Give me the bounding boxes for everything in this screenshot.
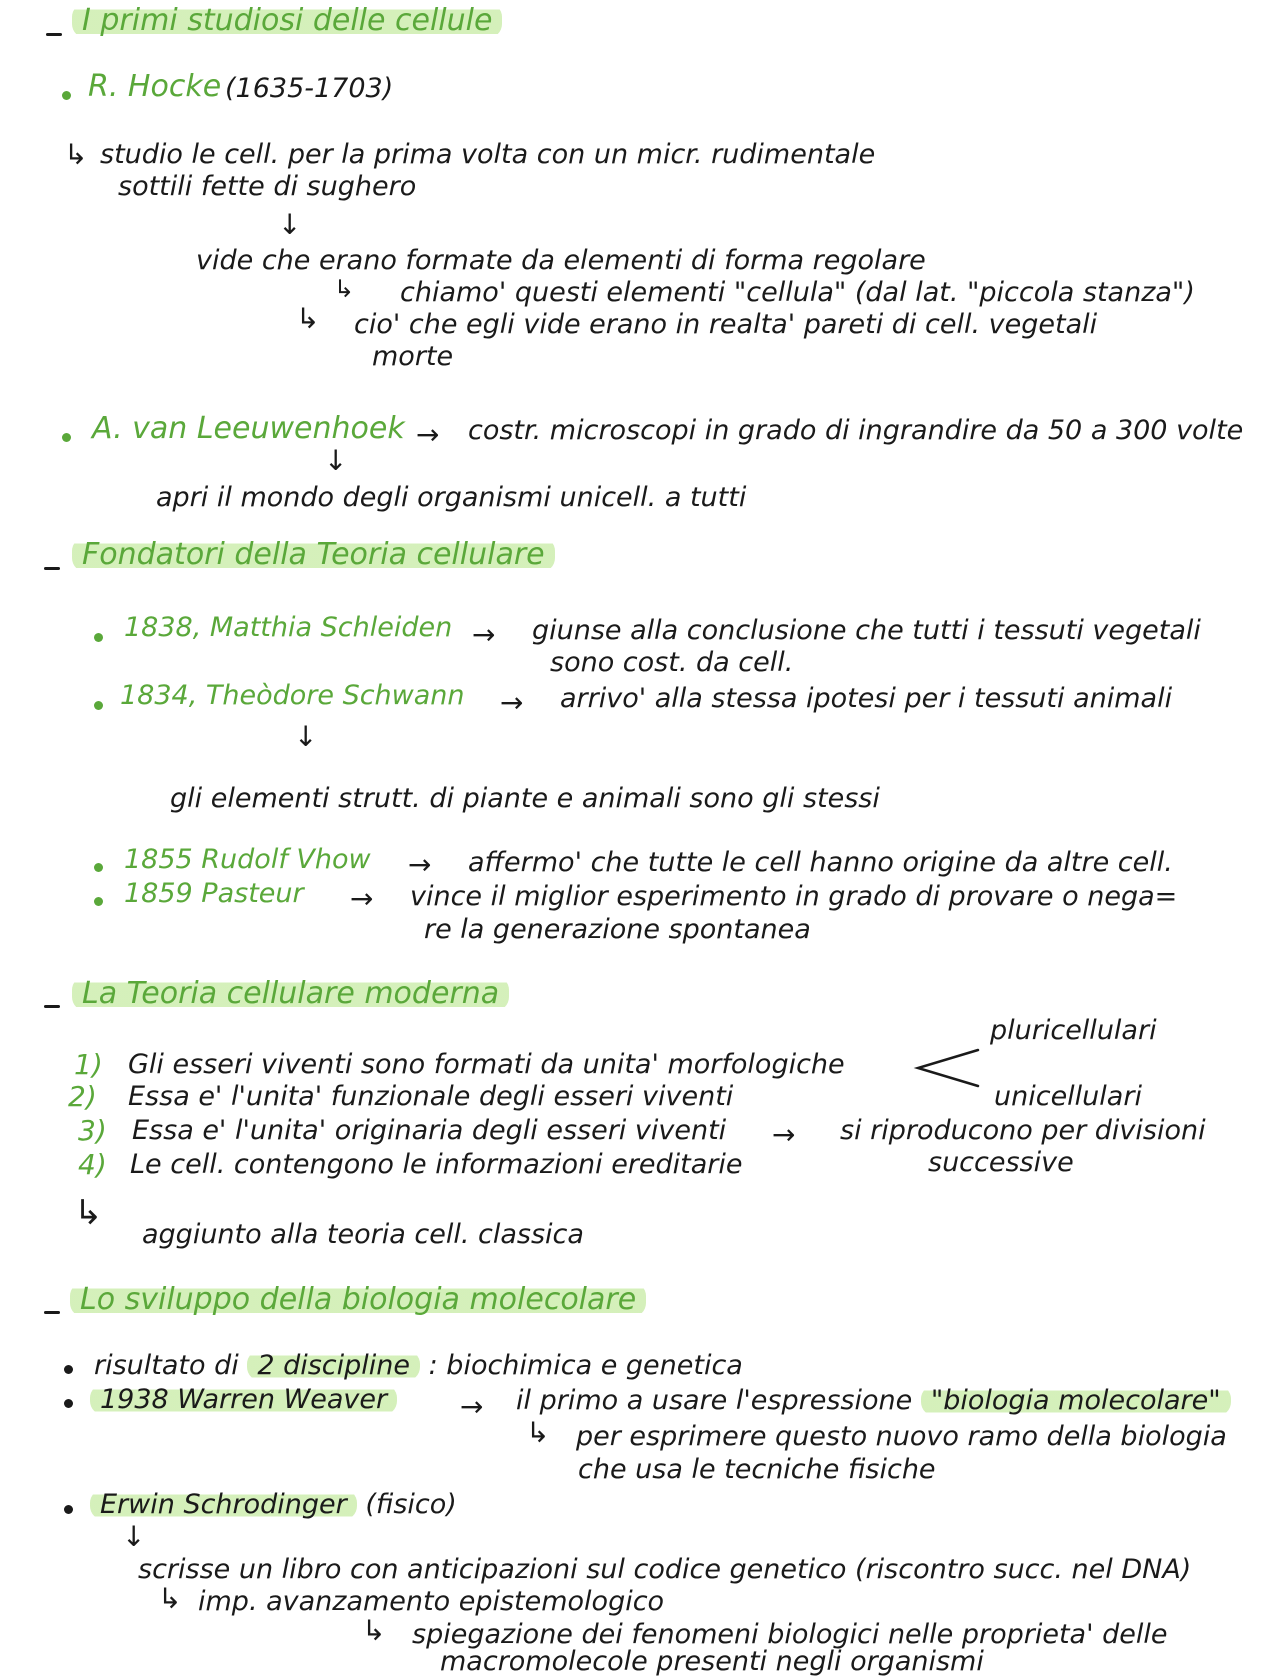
- schrodinger-line-2: imp. avanzamento epistemologico: [198, 1586, 665, 1617]
- leeuwenhoek-line-1: costr. microscopi in grado di ingrandire da 50 a 300 volte: [468, 415, 1244, 446]
- theory-item-3: Essa e' l'unita' originaria degli esseri viventi: [132, 1115, 727, 1146]
- bullet-dot: [94, 701, 103, 710]
- hook-arrow-icon: ↳: [362, 1614, 386, 1647]
- theory-item-number: 4): [78, 1148, 107, 1181]
- section-dash: [44, 567, 60, 570]
- section-dash: [44, 1005, 60, 1008]
- pasteur-name: 1859 Pasteur: [124, 878, 304, 909]
- right-arrow-icon: →: [460, 1390, 484, 1423]
- bullet-dot: [64, 1365, 73, 1374]
- theory-item-1: Gli esseri viventi sono formati da unita' morfologiche: [128, 1049, 845, 1080]
- bullet-dot: [62, 433, 71, 442]
- right-arrow-icon: →: [472, 618, 496, 651]
- right-arrow-icon: →: [500, 686, 524, 719]
- theory-item-2: Essa e' l'unita' funzionale degli esseri viventi: [128, 1081, 734, 1112]
- hooke-line-6: morte: [372, 341, 454, 372]
- bullet-dot: [94, 863, 103, 872]
- bullet-dot: [64, 1399, 73, 1408]
- virchow-name: 1855 Rudolf Vhow: [124, 844, 371, 875]
- branch-pluricellulari: pluricellulari: [990, 1015, 1157, 1046]
- pasteur-line-1: vince il miglior esperimento in grado di provare o nega=: [410, 881, 1178, 912]
- down-arrow-icon: ↓: [122, 1520, 146, 1553]
- section-title-fondatori: Fondatori della Teoria cellulare: [72, 538, 555, 572]
- schleiden-line-2: sono cost. da cell.: [550, 647, 794, 678]
- hooke-name: R. Hocke: [88, 69, 222, 104]
- schleiden-line-1: giunse alla conclusione che tutti i tessuti vegetali: [532, 615, 1201, 646]
- theory-added-note: aggiunto alla teoria cell. classica: [142, 1219, 584, 1250]
- hook-arrow-icon: ↳: [334, 275, 355, 303]
- theory-item-4: Le cell. contengono le informazioni ereditarie: [130, 1149, 743, 1180]
- schrodinger-line-1: scrisse un libro con anticipazioni sul codice genetico (riscontro succ. nel DNA): [138, 1554, 1192, 1585]
- hooke-line-2: sottili fette di sughero: [118, 171, 417, 202]
- right-arrow-icon: →: [772, 1118, 796, 1151]
- theory-item-number: 3): [78, 1114, 107, 1147]
- hooke-dates: (1635-1703): [225, 73, 394, 104]
- weaver-line-3: che usa le tecniche fisiche: [578, 1454, 936, 1485]
- bullet-dot: [62, 91, 71, 100]
- section-title-teoria-moderna: La Teoria cellulare moderna: [72, 977, 509, 1011]
- hook-arrow-icon: ↳: [74, 1193, 103, 1233]
- branch-fork-icon: [912, 1046, 982, 1090]
- right-arrow-icon: →: [408, 848, 432, 881]
- pasteur-line-2: re la generazione spontanea: [424, 914, 811, 945]
- hooke-line-4: chiamo' questi elementi "cellula" (dal lat. "piccola stanza"): [400, 277, 1195, 308]
- virchow-line-1: affermo' che tutte le cell hanno origine da altre cell.: [468, 847, 1173, 878]
- schrodinger-line-4: macromolecole presenti negli organismi: [440, 1646, 984, 1677]
- biomol-bullet-1: risultato di 2 discipline : biochimica e genetica: [94, 1350, 743, 1381]
- hook-arrow-icon: ↳: [296, 302, 320, 335]
- bullet-dot: [94, 897, 103, 906]
- down-arrow-icon: ↓: [278, 208, 302, 241]
- down-arrow-icon: ↓: [324, 444, 348, 477]
- theory-item-number: 1): [74, 1048, 103, 1081]
- schrodinger-line-3: spiegazione dei fenomeni biologici nelle proprieta' delle: [412, 1619, 1168, 1650]
- theory-item-3-note: si riproducono per divisioni: [840, 1115, 1206, 1146]
- schrodinger-name: Erwin Schrodinger (fisico): [90, 1488, 457, 1522]
- hook-arrow-icon: ↳: [526, 1416, 550, 1449]
- theory-item-3-note-2: successive: [928, 1147, 1074, 1178]
- hooke-line-1: studio le cell. per la prima volta con un micr. rudimentale: [100, 139, 876, 170]
- leeuwenhoek-name: A. van Leeuwenhoek: [92, 411, 405, 446]
- schwann-line-1: arrivo' alla stessa ipotesi per i tessuti animali: [560, 683, 1173, 714]
- hook-arrow-icon: ↳: [158, 1582, 182, 1615]
- hooke-line-5: cio' che egli vide erano in realta' pareti di cell. vegetali: [354, 309, 1098, 340]
- weaver-line-1: il primo a usare l'espressione "biologia molecolare": [516, 1384, 1231, 1418]
- leeuwenhoek-line-2: apri il mondo degli organismi unicell. a tutti: [156, 482, 747, 513]
- section-title-biologia-molecolare: Lo sviluppo della biologia molecolare: [70, 1283, 646, 1317]
- schwann-name: 1834, Theòdore Schwann: [120, 680, 465, 711]
- theory-item-number: 2): [68, 1080, 97, 1113]
- section-dash: [44, 1311, 60, 1314]
- section-dash: [46, 33, 62, 36]
- hooke-line-3: vide che erano formate da elementi di forma regolare: [196, 245, 926, 276]
- down-arrow-icon: ↓: [294, 720, 318, 753]
- right-arrow-icon: →: [350, 882, 374, 915]
- section-title-primi-studiosi: I primi studiosi delle cellule: [72, 4, 502, 38]
- section2-conclusion: gli elementi strutt. di piante e animali sono gli stessi: [170, 783, 880, 814]
- branch-unicellulari: unicellulari: [994, 1081, 1142, 1112]
- bullet-dot: [64, 1505, 73, 1514]
- weaver-line-2: per esprimere questo nuovo ramo della biologia: [576, 1421, 1227, 1452]
- schleiden-name: 1838, Matthia Schleiden: [124, 612, 453, 643]
- right-arrow-icon: →: [416, 418, 440, 451]
- weaver-name: 1938 Warren Weaver: [90, 1383, 397, 1417]
- hook-arrow-icon: ↳: [64, 138, 88, 171]
- bullet-dot: [94, 633, 103, 642]
